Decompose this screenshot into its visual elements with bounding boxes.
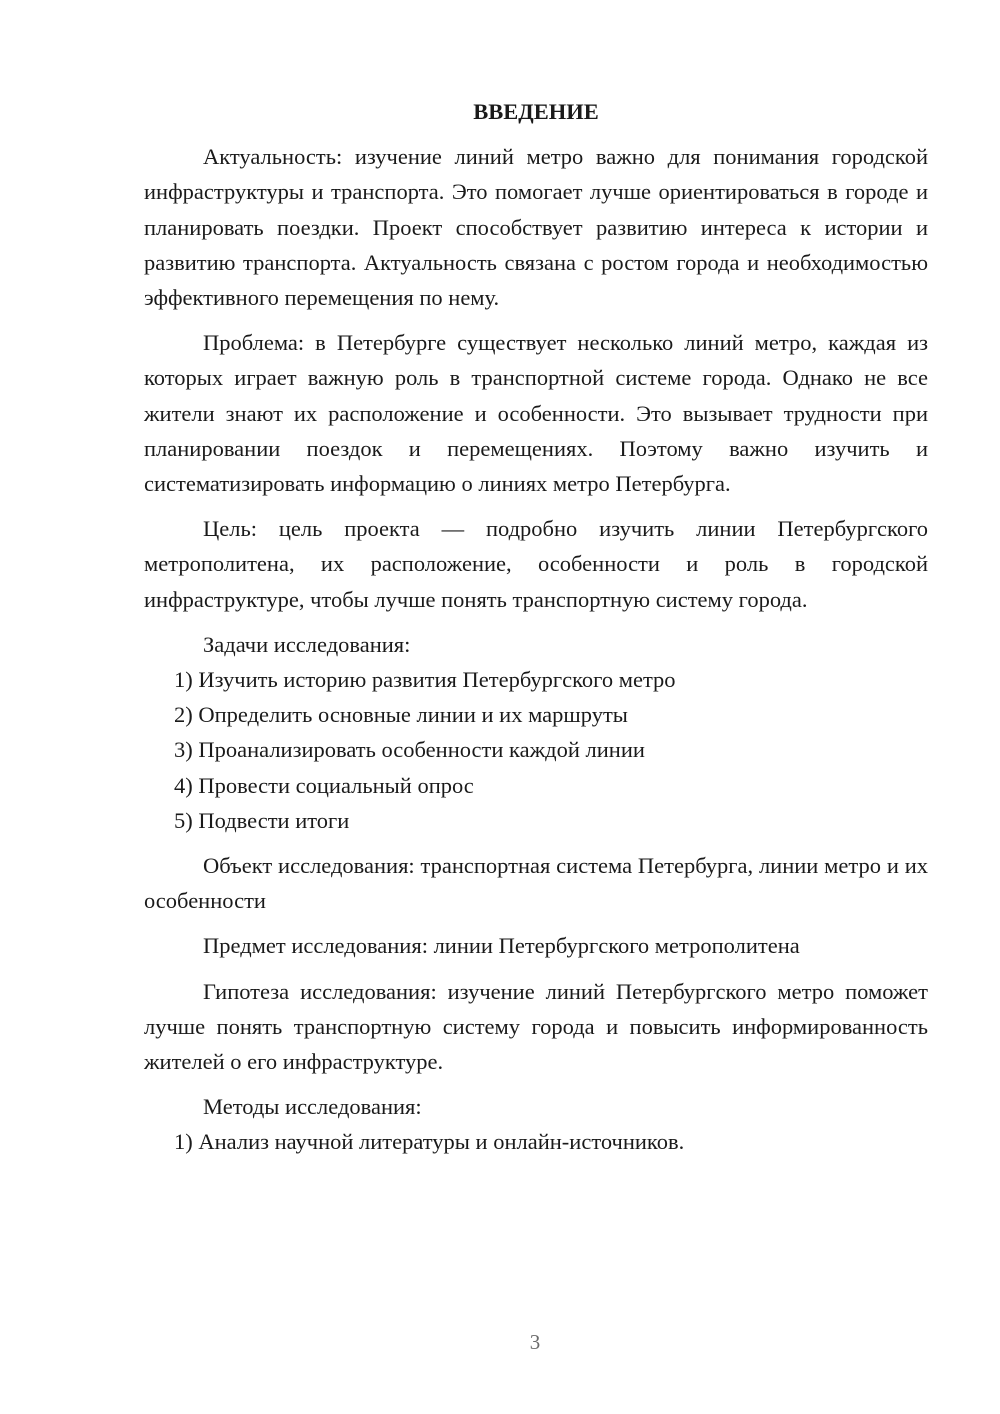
task-item-3: 3) Проанализировать особенности каждой линии	[174, 737, 645, 763]
page-number: 3	[529, 1330, 541, 1354]
goal-paragraph: Цель: цель проекта — подробно изучить линии Петербургского метрополитена, их расположение, особенности и роль в городской инфраструктуре, чтобы лучше понять транспортную систему города.	[144, 516, 928, 612]
methods-title: Методы исследования:	[203, 1094, 422, 1120]
task-item-4: 4) Провести социальный опрос	[174, 772, 474, 798]
section-heading: ВВЕДЕНИЕ	[473, 99, 599, 124]
task-item-5: 5) Подвести итоги	[174, 807, 350, 833]
task-item-1: 1) Изучить историю развития Петербургского метро	[174, 667, 676, 693]
problem-paragraph: Проблема: в Петербурге существует несколько линий метро, каждая из которых играет важную роль в транспортной системе города. Однако не все жители знают их расположение и особенности. Это вызывает трудности при планировании поездок и перемещениях. Поэтому важно изучить и систематизировать информацию о линиях метро Петербурга.	[144, 330, 928, 497]
subject-paragraph: Предмет исследования: линии Петербургского метрополитена	[203, 933, 800, 959]
page-content	[144, 94, 928, 1160]
tasks-title: Задачи исследования:	[203, 631, 411, 657]
object-paragraph: Объект исследования: транспортная система Петербурга, линии метро и их особенности	[144, 853, 928, 914]
relevance-paragraph: Актуальность: изучение линий метро важно для понимания городской инфраструктуры и транспорта. Это помогает лучше ориентироваться в городе и планировать поездки. Проект способствует развитию интереса к истории и развитию транспорта. Актуальность связана с ростом города и необходимостью эффективного перемещения по нему.	[144, 144, 928, 311]
method-item-1: 1) Анализ научной литературы и онлайн-источников.	[174, 1129, 685, 1155]
task-item-2: 2) Определить основные линии и их маршруты	[174, 702, 628, 728]
hypothesis-paragraph: Гипотеза исследования: изучение линий Петербургского метро поможет лучше понять транспортную систему города и повысить информированность жителей о его инфраструктуре.	[144, 978, 928, 1075]
